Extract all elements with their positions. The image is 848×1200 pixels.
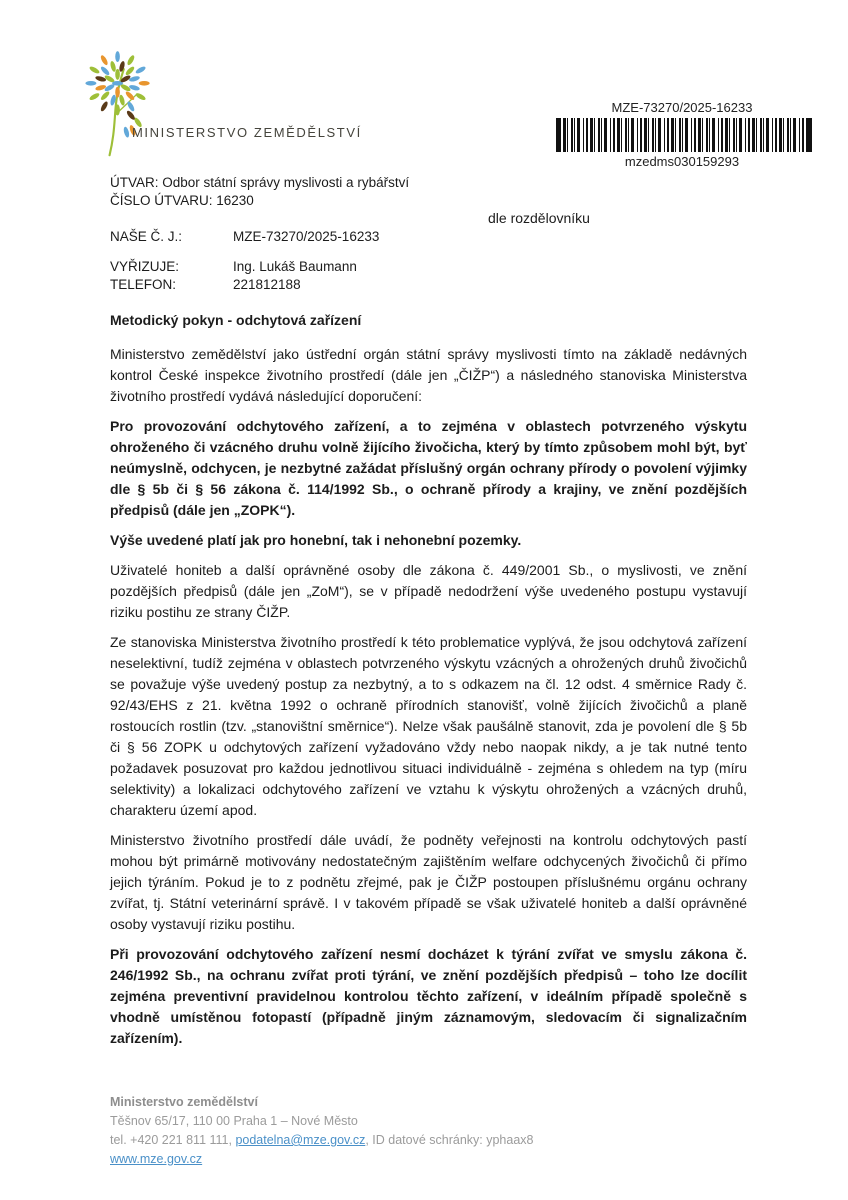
barcode-reference: MZE-73270/2025-16233 <box>611 100 753 115</box>
barcode-code: mzedms030159293 <box>624 154 740 169</box>
footer-address: Těšnov 65/17, 110 00 Praha 1 – Nové Město <box>110 1114 358 1128</box>
footer-ministry-name: Ministerstvo zemědělství <box>110 1095 258 1109</box>
reference-label: NAŠE Č. J.: <box>110 229 183 244</box>
handler-value: Ing. Lukáš Baumann <box>233 259 357 274</box>
paragraph: Ministerstvo životního prostředí dále uvádí, že podněty veřejnosti na kontrolu odchytových pastí mohou být primárně motivovány nedostatečným zajištěním welfare odchycených živočichů či přímo jejich týráním. Pokud je to z podnětu zřejmé, pak je ČIŽP postoupen příslušnému orgánu ochrany zvířat, tj. Státní veterinární správě. I v takovém případě se však uživatelé honiteb a další oprávněné osoby vystavují riziku postihu. <box>110 832 747 932</box>
handler-label: VYŘIZUJE: <box>110 259 180 274</box>
website-link[interactable]: www.mze.gov.cz <box>110 1152 203 1166</box>
paragraph: Ministerstvo zemědělství jako ústřední orgán státní správy myslivosti tímto na základě nedávných kontrol České inspekce životního prostředí (dále jen „ČIŽP“) a následného stanoviska Ministerstva životního prostředí vydává následující doporučení: <box>110 346 747 404</box>
ministry-wordmark: MINISTERSTVO ZEMĚDĚLSTVÍ <box>132 125 362 140</box>
phone-label: TELEFON: <box>110 277 177 292</box>
barcode-icon <box>556 118 812 152</box>
email-link[interactable]: podatelna@mze.gov.cz <box>235 1133 366 1147</box>
paragraph: Uživatelé honiteb a další oprávněné osoby dle zákona č. 449/2001 Sb., o myslivosti, ve znění pozdějších předpisů (dále jen „ZoM“), se v případě nedodržení výše uvedeného postupu vystavují riziku postihu ze strany ČIŽP. <box>110 562 747 620</box>
tree-logo-icon <box>82 46 162 157</box>
unit-line: ÚTVAR: Odbor státní správy myslivosti a rybářství <box>110 175 410 190</box>
footer-tel-text: tel. +420 221 811 111, <box>110 1133 236 1147</box>
reference-value: MZE-73270/2025-16233 <box>233 229 380 244</box>
paragraph: Výše uvedené platí jak pro honební, tak i nehonební pozemky. <box>110 532 522 548</box>
document-title: Metodický pokyn - odchytová zařízení <box>110 312 362 328</box>
barcode-block <box>556 100 808 169</box>
paragraph: Pro provozování odchytového zařízení, a to zejména v oblastech potvrzeného výskytu ohroženého či vzácného druhu volně žijícího živočicha, který by tímto způsobem mohl být, byť neúmyslně, odchycen, je nezbytné zažádat příslušný orgán ochrany přírody o povolení výjimky dle § 5b či § 56 zákona č. 114/1992 Sb., o ochraně přírody a krajiny, ve znění pozdějších předpisů (dále jen „ZOPK“). <box>110 418 747 518</box>
paragraph: Při provozování odchytového zařízení nesmí docházet k týrání zvířat ve smyslu zákona č. 246/1992 Sb., na ochranu zvířat proti týrání, ve znění pozdějších předpisů – toho lze docílit zejména preventivní pravidelnou kontrolou těchto zařízení, v ideálním případě společně s vhodně umístěnou fotopastí (případně jiným záznamovým, sledovacím či signalizačním zařízením). <box>110 946 747 1046</box>
document-body <box>110 312 747 1058</box>
footer-databox-text: , ID datové schránky: yphaax8 <box>365 1133 534 1147</box>
recipient-line: dle rozdělovníku <box>488 210 590 226</box>
footer <box>110 1093 534 1169</box>
footer-contact-line <box>110 1131 534 1150</box>
paragraph: Ze stanoviska Ministerstva životního prostředí k této problematice vyplývá, že jsou odchytová zařízení neselektivní, tudíž zejména v oblastech potvrzeného výskytu vzácných a ohrožených druhů živočichů se považuje výše uvedený postup za nezbytný, a to s odkazem na čl. 12 odst. 4 směrnice Rady č. 92/43/EHS z 21. května 1992 o ochraně přírodních stanovišť, volně žijících živočichů a planě rostoucích rostlin (tzv. „stanovištní směrnice“). Nelze však paušálně stanovit, zda je povolení dle § 5b či § 56 ZOPK u odchytových zařízení vyžadováno vždy nebo naopak nikdy, a je tak nutné tento požadavek posuzovat pro každou jednotlivou situaci individuálně - zejména s ohledem na typ (míru selektivity) a lokalizaci odchytového zařízení ve vztahu k výskytu ohrožených a vzácných druhů, charakteru území apod. <box>110 634 747 818</box>
phone-value: 221812188 <box>233 277 301 292</box>
unit-number-line: ČÍSLO ÚTVARU: 16230 <box>110 193 254 208</box>
